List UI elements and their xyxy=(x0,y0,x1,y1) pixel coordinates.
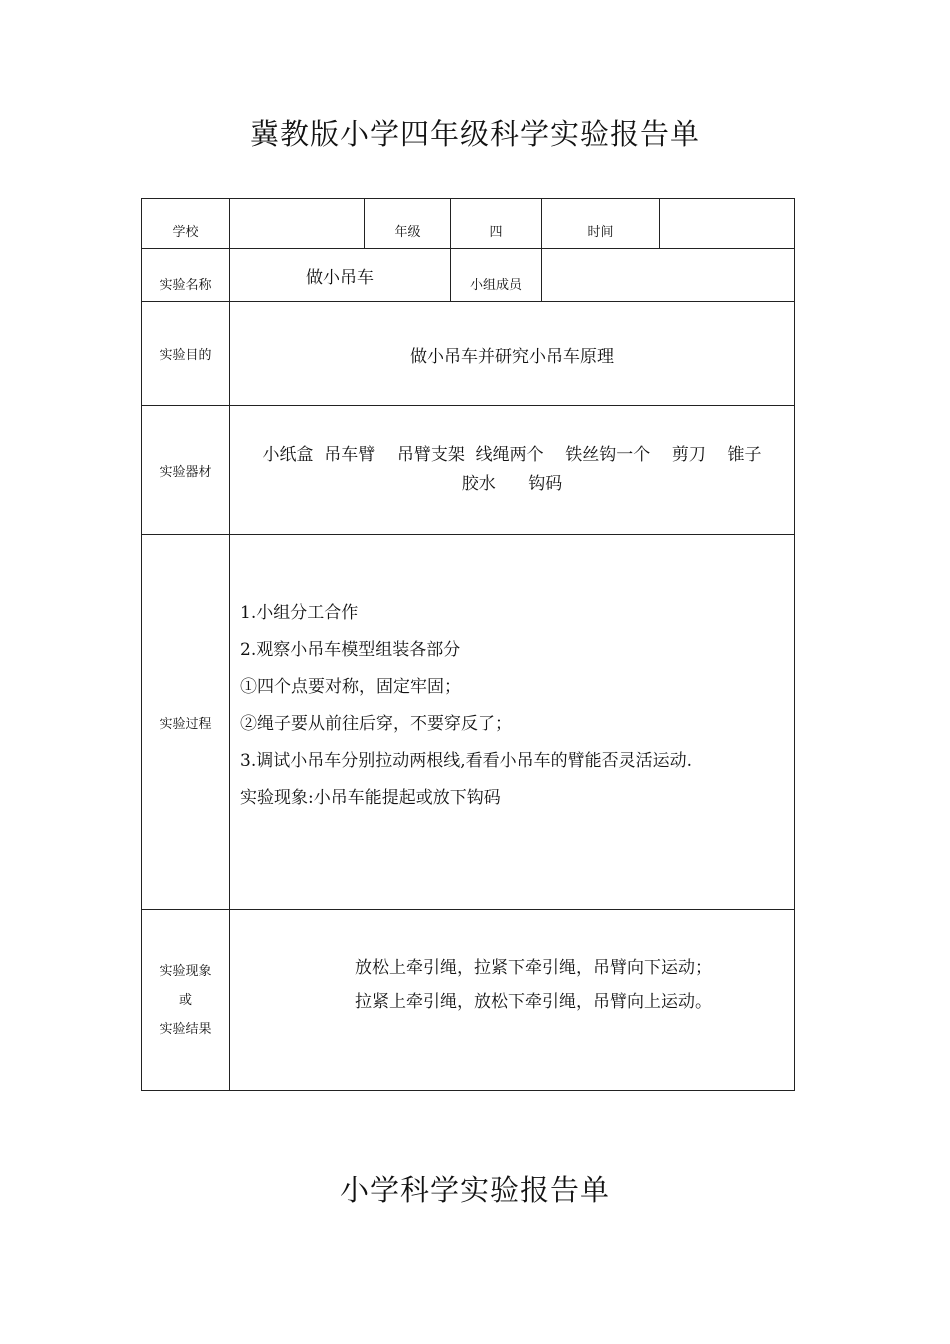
result-line: 放松上牵引绳，拉紧下牵引绳，吊臂向下运动； xyxy=(355,958,712,978)
materials-line: 胶水 钩码 xyxy=(461,474,563,494)
process-step: 3.调试小吊车分别拉动两根线,看看小吊车的臂能否灵活运动. xyxy=(240,751,693,771)
grade-label: 年级 xyxy=(365,199,451,249)
table-row xyxy=(142,249,795,302)
process-step: 实验现象:小吊车能提起或放下钩码 xyxy=(240,788,501,808)
purpose-value[interactable]: 做小吊车并研究小吊车原理 xyxy=(230,302,795,406)
school-value[interactable] xyxy=(230,199,365,249)
table-row xyxy=(142,302,795,406)
process-value[interactable] xyxy=(230,535,795,910)
group-members-label: 小组成员 xyxy=(451,249,542,302)
process-step: 1.小组分工合作 xyxy=(240,603,359,623)
phenomenon-label: 实验现象 xyxy=(159,963,212,979)
result-label-text: 实验结果 xyxy=(159,1021,212,1037)
time-label: 时间 xyxy=(542,199,660,249)
result-value[interactable] xyxy=(230,910,795,1091)
process-label: 实验过程 xyxy=(142,535,230,910)
experiment-name-value[interactable]: 做小吊车 xyxy=(230,249,451,302)
table-row xyxy=(142,910,795,1091)
result-line: 拉紧上牵引绳，放松下牵引绳，吊臂向上运动。 xyxy=(355,992,712,1012)
experiment-report-table xyxy=(141,198,795,1091)
purpose-label: 实验目的 xyxy=(142,302,230,406)
materials-line: 小纸盒 吊车臂 吊臂支架 线绳两个 铁丝钩一个 剪刀 锥子 xyxy=(262,445,762,465)
process-step: ①四个点要对称，固定牢固； xyxy=(240,677,461,697)
group-members-value[interactable] xyxy=(542,249,795,302)
table-row xyxy=(142,535,795,910)
process-step: 2.观察小吊车模型组装各部分 xyxy=(240,640,461,660)
experiment-name-label: 实验名称 xyxy=(142,249,230,302)
table-row xyxy=(142,406,795,535)
grade-value[interactable]: 四 xyxy=(451,199,542,249)
materials-value[interactable] xyxy=(230,406,795,535)
table-row xyxy=(142,199,795,249)
result-label xyxy=(142,910,230,1091)
or-label: 或 xyxy=(178,992,192,1008)
time-value[interactable] xyxy=(660,199,795,249)
next-page-title: 小学科学实验报告单 xyxy=(339,1173,610,1207)
page-title: 冀教版小学四年级科学实验报告单 xyxy=(249,117,700,151)
school-label: 学校 xyxy=(142,199,230,249)
materials-label: 实验器材 xyxy=(142,406,230,535)
process-step: ②绳子要从前往后穿，不要穿反了； xyxy=(240,714,512,734)
